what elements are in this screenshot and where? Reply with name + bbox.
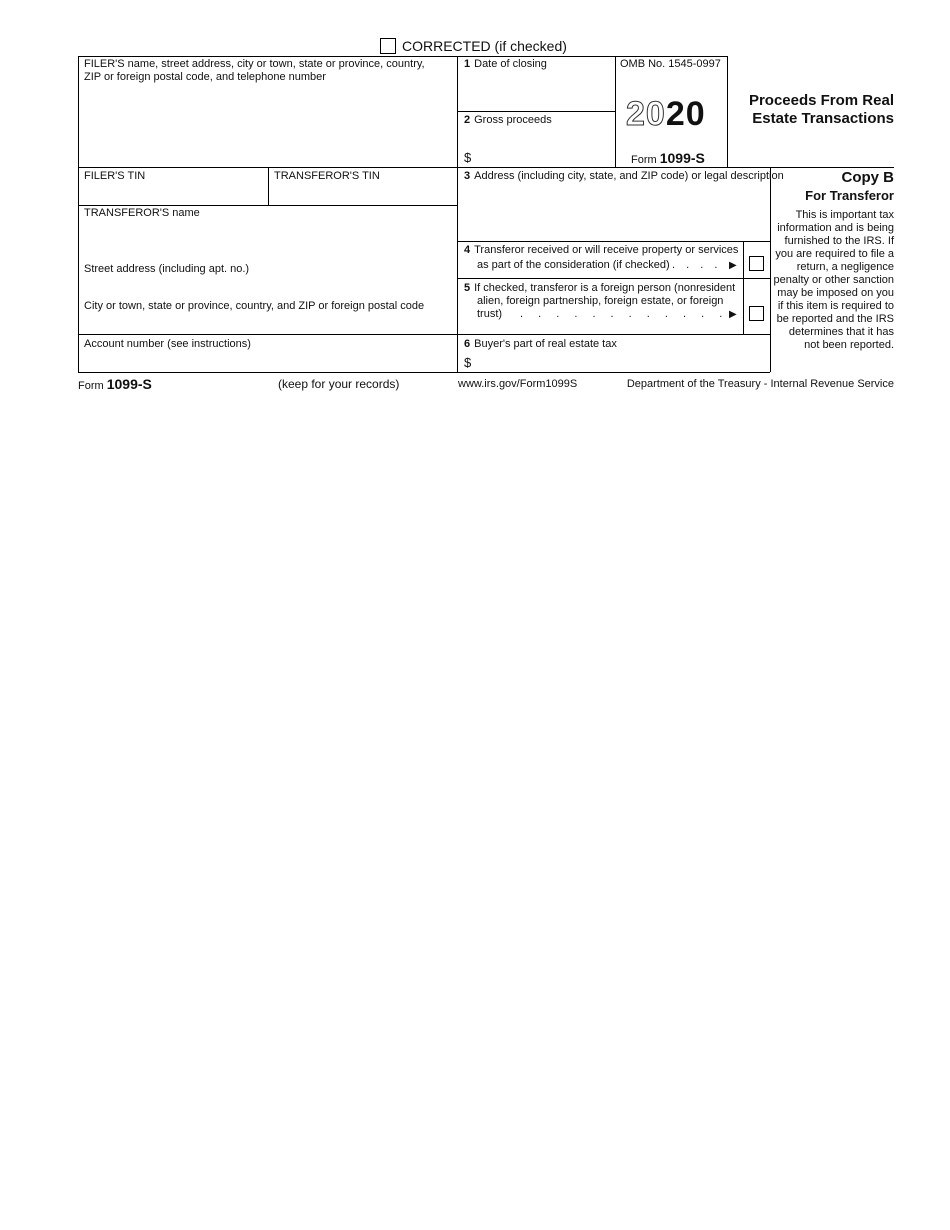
box5-label-line2: alien, foreign partnership, foreign estate, or foreign: [477, 295, 724, 307]
box5-label-line1: [464, 282, 735, 295]
year-bold: 20: [665, 95, 706, 133]
corrected-label: CORRECTED (if checked): [402, 38, 567, 54]
box3-field[interactable]: [459, 184, 769, 240]
box4-label-line1: [464, 244, 738, 257]
year-outline: 20: [626, 95, 666, 133]
box1-number: 1: [464, 58, 471, 70]
tax-year: [626, 96, 706, 132]
form-name: 1099-S: [659, 150, 705, 166]
box3-number: 3: [464, 170, 471, 182]
box5-text-line1: If checked, transferor is a foreign person (nonresident: [474, 282, 736, 294]
line-row1-bottom: [78, 167, 894, 168]
box6-label: [464, 338, 617, 351]
footer-form-id: [78, 376, 152, 394]
divider-tins: [268, 167, 269, 205]
line-box3-bottom: [457, 241, 770, 242]
line-box4-bottom: [457, 278, 770, 279]
box1-text: Date of closing: [474, 58, 547, 70]
line-row-account-top: [78, 334, 770, 335]
box6-dollar: $: [464, 355, 472, 370]
filer-name-field[interactable]: [80, 86, 455, 166]
omb-number: OMB No. 1545-0997: [620, 58, 721, 70]
box5-arrow: ▶: [729, 309, 737, 320]
city-state-field[interactable]: [80, 314, 455, 333]
footer-form-name: 1099-S: [106, 376, 152, 392]
footer-dept: Department of the Treasury - Internal Revenue Service: [626, 378, 894, 390]
box2-dollar: $: [464, 150, 472, 165]
box1-field[interactable]: [459, 72, 613, 109]
box4-text-line1: Transferor received or will receive property or services: [474, 244, 739, 256]
account-number-label: Account number (see instructions): [84, 338, 251, 350]
line-box1-box2: [457, 111, 615, 112]
footer-keep: (keep for your records): [278, 377, 400, 391]
form-title-line1: Proceeds From Real: [748, 92, 894, 109]
box4-checkbox[interactable]: [749, 256, 764, 271]
top-border: [78, 56, 727, 57]
transferor-name-label: TRANSFEROR'S name: [84, 207, 200, 219]
box4-label-line2: as part of the consideration (if checked): [477, 259, 670, 271]
footer-url: www.irs.gov/Form1099S: [458, 378, 578, 390]
divider-omb-title: [727, 56, 728, 167]
box4-number: 4: [464, 244, 471, 256]
box1-label: [464, 58, 547, 71]
box5-checkbox[interactable]: [749, 306, 764, 321]
box4-leader: . . . .: [672, 259, 722, 271]
box5-number: 5: [464, 282, 471, 294]
copy-subtitle: For Transferor: [805, 188, 894, 203]
left-border: [78, 56, 79, 372]
divider-checkbox-col: [743, 241, 744, 334]
box3-text: Address (including city, state, and ZIP code) or legal description: [474, 170, 784, 182]
transferor-tin-field[interactable]: [270, 184, 456, 204]
divider-box1-omb: [615, 56, 616, 167]
corrected-checkbox[interactable]: [380, 38, 396, 54]
account-number-field[interactable]: [80, 352, 455, 371]
copy-note: This is important tax information and is being furnished to the IRS. If you are required to file a return, a negligence penalty or other sanction may be imposed on you if this item is required to be reported and the IRS determines that it has not been reported.: [773, 209, 894, 351]
filer-tin-field[interactable]: [80, 184, 266, 204]
filer-tin-label: FILER'S TIN: [84, 170, 146, 182]
transferor-tin-label: TRANSFEROR'S TIN: [274, 170, 380, 182]
footer-form-prefix: Form: [78, 380, 104, 392]
box2-text: Gross proceeds: [474, 114, 552, 126]
divider-copyb: [770, 167, 771, 372]
box2-field[interactable]: [474, 128, 613, 165]
filer-name-label: FILER'S name, street address, city or town, state or province, country, ZIP or foreign postal code, and telephone number: [84, 58, 425, 83]
bottom-border: [78, 372, 770, 373]
copy-title: Copy B: [841, 169, 894, 186]
street-address-field[interactable]: [80, 277, 455, 297]
box6-text: Buyer's part of real estate tax: [474, 338, 617, 350]
box6-field[interactable]: [474, 352, 768, 371]
box2-number: 2: [464, 114, 471, 126]
box5-leader: . . . . . . . . . . . .: [520, 308, 729, 320]
divider-left-main: [457, 56, 458, 372]
box5-label-line3: trust): [477, 308, 503, 320]
form-prefix: Form: [631, 154, 657, 166]
line-tins-bottom: [78, 205, 457, 206]
box3-label: [464, 170, 784, 183]
box4-arrow: ▶: [729, 260, 737, 271]
box6-number: 6: [464, 338, 471, 350]
city-state-label: City or town, state or province, country, and ZIP or foreign postal code: [84, 300, 425, 312]
box2-label: [464, 114, 552, 127]
form-id-label: [631, 150, 705, 168]
street-address-label: Street address (including apt. no.): [84, 263, 250, 275]
transferor-name-field[interactable]: [80, 221, 455, 261]
form-title-line2: Estate Transactions: [752, 110, 894, 127]
